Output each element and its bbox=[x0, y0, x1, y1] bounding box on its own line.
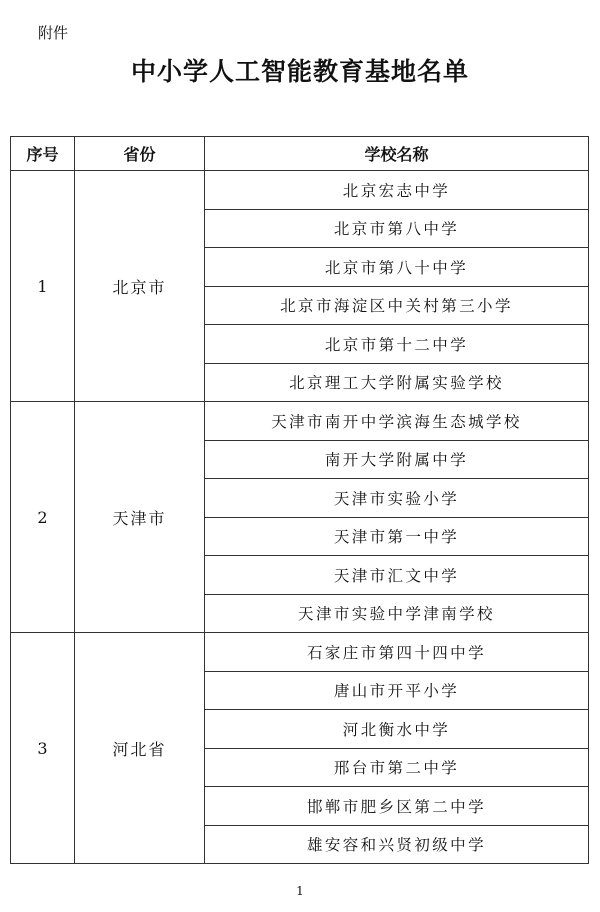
school-cell: 北京市第八十中学 bbox=[205, 248, 589, 287]
table-row bbox=[11, 402, 589, 441]
column-header-school: 学校名称 bbox=[205, 137, 589, 171]
page-number: 1 bbox=[296, 884, 304, 898]
school-cell: 北京市第十二中学 bbox=[205, 325, 589, 364]
attachment-label: 附件 bbox=[38, 24, 69, 42]
table-row bbox=[11, 171, 589, 210]
school-cell: 天津市汇文中学 bbox=[205, 556, 589, 595]
school-cell: 石家庄市第四十四中学 bbox=[205, 633, 589, 672]
school-list-table bbox=[10, 136, 589, 864]
seq-cell: 2 bbox=[11, 402, 75, 633]
seq-cell: 1 bbox=[11, 171, 75, 402]
province-cell: 河北省 bbox=[75, 633, 205, 864]
school-cell: 南开大学附属中学 bbox=[205, 440, 589, 479]
column-header-seq: 序号 bbox=[11, 137, 75, 171]
province-cell: 天津市 bbox=[75, 402, 205, 633]
school-cell: 天津市实验中学津南学校 bbox=[205, 594, 589, 633]
school-cell: 天津市第一中学 bbox=[205, 517, 589, 556]
school-cell: 北京市海淀区中关村第三小学 bbox=[205, 286, 589, 325]
school-cell: 天津市实验小学 bbox=[205, 479, 589, 518]
table-header-row bbox=[11, 137, 589, 171]
table-body bbox=[11, 171, 589, 864]
school-cell: 天津市南开中学滨海生态城学校 bbox=[205, 402, 589, 441]
table-row bbox=[11, 633, 589, 672]
column-header-province: 省份 bbox=[75, 137, 205, 171]
seq-cell: 3 bbox=[11, 633, 75, 864]
province-cell: 北京市 bbox=[75, 171, 205, 402]
school-cell: 唐山市开平小学 bbox=[205, 671, 589, 710]
school-cell: 邯郸市肥乡区第二中学 bbox=[205, 787, 589, 826]
school-cell: 北京理工大学附属实验学校 bbox=[205, 363, 589, 402]
school-cell: 北京市第八中学 bbox=[205, 209, 589, 248]
document-title: 中小学人工智能教育基地名单 bbox=[130, 57, 469, 86]
school-cell: 北京宏志中学 bbox=[205, 171, 589, 210]
school-cell: 邢台市第二中学 bbox=[205, 748, 589, 787]
school-cell: 雄安容和兴贤初级中学 bbox=[205, 825, 589, 864]
school-cell: 河北衡水中学 bbox=[205, 710, 589, 749]
